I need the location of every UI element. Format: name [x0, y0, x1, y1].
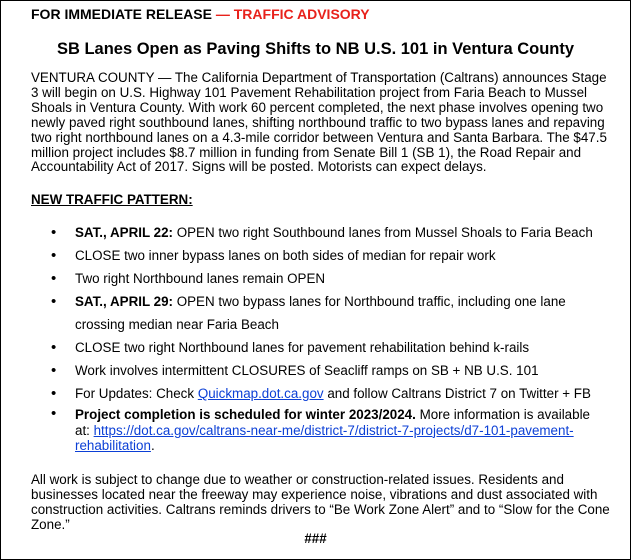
intro-paragraph: VENTURA COUNTY — The California Department of Transportation (Caltrans) announces Stage 3 will begin on U.S. Highway 101 Pavement Rehabilitation project from Faria Beach to Mussel Shoals in Ventura County. With work 60 percent completed, the next phase involves opening two newly paved right southbound lanes, shifting northbound traffic to two bypass lanes and repaving two right northbound lanes on a 4.3-mile corridor between Ventura and Santa Barbara. The $47.5 million project includes $8.7 million in funding from Senate Bill 1 (SB 1), the Road Repair and Accountability Act of 2017. Signs will be posted. Motorists can expect delays.: [31, 70, 607, 175]
bullet-text: .: [150, 438, 155, 453]
bullet-text: More information is available at:: [75, 407, 591, 438]
closing-paragraph: All work is subject to change due to weather or construction-related issues. Residents and businesses located near the freeway may experience noise, vibrations and dust associated with construction activities. Caltrans reminds drivers to “Be Work Zone Alert” and to “Slow for the Cone Zone.”: [31, 472, 610, 532]
list-item: [51, 244, 606, 267]
release-prefix: FOR IMMEDIATE RELEASE: [31, 6, 216, 22]
section-heading: NEW TRAFFIC PATTERN:: [31, 192, 193, 207]
bullet-text: and follow Caltrans District 7 on Twitter + FB: [323, 386, 591, 401]
bullet-text: OPEN two bypass lanes for Northbound traffic, including one lane crossing median near Faria Beach: [75, 294, 566, 332]
list-item: [51, 359, 606, 382]
list-item: [51, 290, 606, 336]
bullet-text: CLOSE two right Northbound lanes for pavement rehabilitation behind k-rails: [75, 340, 530, 355]
list-item: [51, 267, 606, 290]
bullet-text: Two right Northbound lanes remain OPEN: [75, 271, 326, 286]
completion-note: Project completion is scheduled for winter 2023/2024.: [75, 407, 416, 422]
quickmap-link[interactable]: Quickmap.dot.ca.gov: [197, 386, 324, 401]
bullet-date-label: SAT., APRIL 29:: [75, 294, 173, 309]
release-line: [31, 6, 370, 22]
end-mark: ###: [304, 531, 327, 546]
bullet-text: CLOSE two inner bypass lanes on both sides of median for repair work: [75, 248, 496, 263]
list-item: [51, 221, 606, 244]
traffic-advisory-label: — TRAFFIC ADVISORY: [215, 6, 370, 22]
bullet-text: OPEN two right Southbound lanes from Mussel Shoals to Faria Beach: [172, 225, 593, 240]
headline: SB Lanes Open as Paving Shifts to NB U.S. 101 in Ventura County: [56, 40, 575, 58]
bullet-date-label: SAT., APRIL 22:: [75, 225, 173, 240]
traffic-pattern-list: [51, 221, 606, 454]
bullet-text: Work involves intermittent CLOSURES of Seacliff ramps on SB + NB U.S. 101: [75, 363, 539, 378]
list-item: [51, 336, 606, 359]
project-page-link[interactable]: https://dot.ca.gov/caltrans-near-me/district-7/district-7-projects/d7-101-pavement-rehabilitation: [75, 422, 574, 453]
list-item: [51, 405, 606, 454]
list-item: [51, 382, 606, 405]
bullet-text: For Updates: Check: [75, 386, 198, 401]
